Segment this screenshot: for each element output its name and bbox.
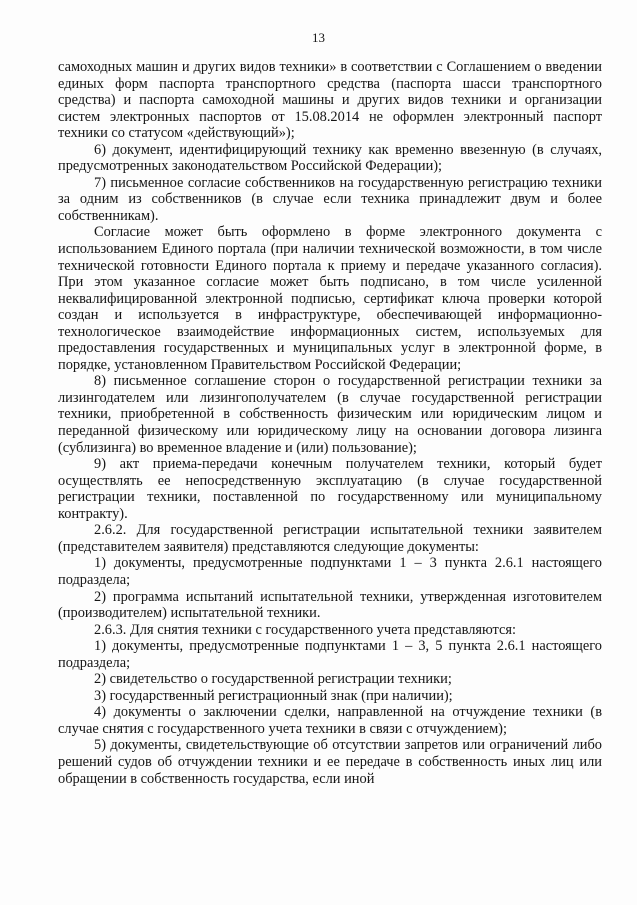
page-number: 13 <box>312 30 325 45</box>
paragraph-section-2-6-2: 2.6.2. Для государственной регистрации испытательной техники заявителем (представителем заявителя) представляются следующие документы: <box>58 522 602 555</box>
paragraph-2-6-3-item-3: 3) государственный регистрационный знак (при наличии); <box>94 687 453 704</box>
paragraph-section-2-6-3: 2.6.3. Для снятия техники с государственного учета представляются: <box>94 621 517 638</box>
paragraph-item-8: 8) письменное соглашение сторон о государственной регистрации техники за лизингодателем или лизингополучателем (в случае государственной регистрации техники, приобретенной в собственность физическим или юридическим лицом и переданной физическому или юридическому лицу на основании договора лизинга (сублизинга) во временное владение и (или) пользование); <box>58 373 602 456</box>
paragraph-2-6-3-item-2: 2) свидетельство о государственной регистрации техники; <box>94 671 452 688</box>
paragraph-item-7: 7) письменное согласие собственников на государственную регистрацию техники за одним из собственников (в случае если техника принадлежит двум и более собственникам). <box>58 174 602 224</box>
paragraph-2-6-2-item-2: 2) программа испытаний испытательной техники, утвержденная изготовителем (производителем) испытательной техники. <box>58 588 602 622</box>
paragraph-2-6-3-item-5: 5) документы, свидетельствующие об отсутствии запретов или ограничений либо решений судов об отчуждении техники и ее передаче в собственность иных лиц или обращении в собственность государства, если иной <box>58 737 602 787</box>
paragraph-2-6-2-item-1: 1) документы, предусмотренные подпунктами 1 – 3 пункта 2.6.1 настоящего подраздела; <box>58 555 602 588</box>
paragraph-2-6-3-item-4: 4) документы о заключении сделки, направленной на отчуждение техники (в случае снятия с государственного учета техники в связи с отчуждением); <box>58 704 602 737</box>
paragraph-item-9: 9) акт приема-передачи конечным получателем техники, который будет осуществлять ее непосредственную эксплуатацию (в случае государственной регистрации техники, поставленной по государственному или муниципальному контракту). <box>58 456 602 522</box>
paragraph-passport-continuation: самоходных машин и других видов техники» в соответствии с Соглашением о введении единых форм паспорта транспортного средства (паспорта шасси транспортного средства) и паспорта самоходной машины и других видов техники и организации систем электронных паспортов от 15.08.2014 не оформлен электронный паспорт техники со статусом «действующий»); <box>58 59 602 142</box>
paragraph-item-6: 6) документ, идентифицирующий технику как временно ввезенную (в случаях, предусмотренных законодательством Российской Федерации); <box>58 141 602 175</box>
paragraph-consent: Согласие может быть оформлено в форме электронного документа с использованием Единого портала (при наличии технической возможности, в том числе технической готовности Единого портала к приему и передаче указанного согласия). При этом указанное согласие может быть подписано, в том числе усиленной неквалифицированной электронной подписью, сертификат ключа проверки которой создан и используется в инфраструктуре, обеспечивающей информационно-технологическое взаимодействие информационных систем, используемых для предоставления государственных и муниципальных услуг в электронной форме, в порядке, установленном Правительством Российской Федерации; <box>58 224 602 373</box>
document-body <box>58 59 602 787</box>
paragraph-2-6-3-item-1: 1) документы, предусмотренные подпунктами 1 – 3, 5 пункта 2.6.1 настоящего подраздела; <box>58 638 602 671</box>
